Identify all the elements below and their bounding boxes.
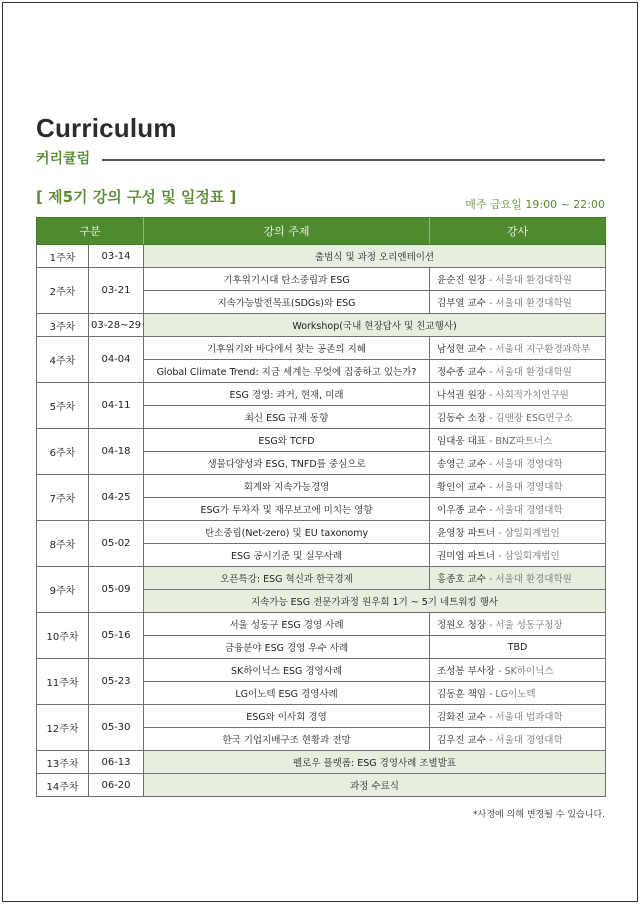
speaker-affiliation: - 서울대 경영대학 [485,482,563,493]
table-header-row [37,218,606,245]
speaker-cell [430,636,606,659]
date-cell: 03-21 [89,268,144,314]
speaker-affiliation: - LG이노텍 [485,689,536,700]
speaker-cell [430,705,606,728]
speaker-cell [430,406,606,429]
date-cell: 05-09 [89,567,144,613]
speaker-name: 이우종 교수 [437,505,486,516]
date-cell: 03-14 [89,245,144,268]
speaker-cell [430,360,606,383]
table-row [37,659,606,682]
speaker-cell [430,383,606,406]
speaker-cell [430,613,606,636]
topic-cell: 지속가능 ESG 전문가과정 원우회 1기 ~ 5기 네트워킹 행사 [144,590,606,613]
page-subtitle: 커리큘럼 [36,151,91,167]
date-cell: 05-30 [89,705,144,751]
week-cell: 2주차 [37,268,89,314]
section-title: [ 제5기 강의 구성 및 일정표 ] [36,188,237,206]
header-speaker: 강사 [430,218,606,245]
table-row [37,613,606,636]
speaker-affiliation: - 서울대 환경대학원 [485,275,572,286]
divider-line [102,159,605,161]
speaker-affiliation: - 삼일회계법인 [495,551,560,562]
speaker-cell [430,452,606,475]
speaker-name: TBD [507,641,528,653]
speaker-affiliation: - 서울대 경영대학 [485,735,563,746]
topic-cell: ESG 공시기준 및 실무사례 [144,544,430,567]
topic-cell: 오픈특강: ESG 혁신과 한국경제 [144,567,430,590]
topic-cell: LG이노텍 ESG 경영사례 [144,682,430,705]
table-row [37,314,606,337]
date-cell: 06-20 [89,774,144,797]
speaker-cell [430,682,606,705]
speaker-cell [430,337,606,360]
topic-cell: 출범식 및 과정 오리엔테이션 [144,245,606,268]
speaker-name: 홍종호 교수 [437,574,486,585]
speaker-name: 임대웅 대표 [437,436,486,447]
speaker-name: 김화진 교수 [437,712,486,723]
speaker-name: 김부열 교수 [437,298,486,309]
speaker-name: 조성봉 부사장 [437,666,496,677]
week-cell: 10주차 [37,613,89,659]
week-cell: 13주차 [37,751,89,774]
topic-cell: 한국 기업지배구조 현황과 전망 [144,728,430,751]
speaker-name: 권미엽 파트너 [437,551,496,562]
speaker-affiliation: - 서울대 법과대학 [485,712,563,723]
table-row [37,521,606,544]
topic-cell: 회계와 지속가능경영 [144,475,430,498]
date-cell: 03-28~29 [89,314,144,337]
week-cell: 11주차 [37,659,89,705]
speaker-name: 윤순진 원장 [437,275,486,286]
topic-cell: ESG와 이사회 경영 [144,705,430,728]
table-row [37,475,606,498]
speaker-affiliation: - 서울 성동구청장 [485,620,563,631]
topic-cell: 서울 성동구 ESG 경영 사례 [144,613,430,636]
speaker-affiliation: - 서울대 환경대학원 [485,367,572,378]
date-cell: 04-18 [89,429,144,475]
speaker-cell [430,544,606,567]
speaker-name: 김우진 교수 [437,735,486,746]
topic-cell: 과정 수료식 [144,774,606,797]
speaker-cell [430,268,606,291]
speaker-name: 정원오 청장 [437,620,486,631]
topic-cell: ESG가 투자자 및 재무보고에 미치는 영향 [144,498,430,521]
speaker-cell [430,291,606,314]
speaker-name: 황인이 교수 [437,482,486,493]
speaker-cell [430,728,606,751]
topic-cell: 기후위기와 바다에서 찾는 공존의 지혜 [144,337,430,360]
speaker-name: 남성현 교수 [437,344,486,355]
speaker-name: 김동훈 책임 [437,689,486,700]
topic-cell: 금융분야 ESG 경영 우수 사례 [144,636,430,659]
date-cell: 04-11 [89,383,144,429]
week-cell: 12주차 [37,705,89,751]
page-title: Curriculum [36,113,177,143]
topic-cell: SK하이닉스 ESG 경영사례 [144,659,430,682]
speaker-affiliation: - 김앤장 ESG연구소 [485,413,573,424]
speaker-name: 김동수 소장 [437,413,486,424]
table-row [37,245,606,268]
week-cell: 4주차 [37,337,89,383]
speaker-cell [430,498,606,521]
topic-cell: 생물다양성과 ESG, TNFD를 중심으로 [144,452,430,475]
speaker-name: 정수종 교수 [437,367,486,378]
speaker-affiliation: - 서울대 환경대학원 [485,298,572,309]
table-body [37,245,606,797]
table-row [37,705,606,728]
speaker-affiliation: - 서울대 경영대학 [485,459,563,470]
week-cell: 3주차 [37,314,89,337]
table-row [37,774,606,797]
table-row [37,337,606,360]
speaker-affiliation: - SK하이닉스 [495,666,554,677]
speaker-cell [430,429,606,452]
table-row [37,268,606,291]
week-cell: 6주차 [37,429,89,475]
speaker-name: 송영근 교수 [437,459,486,470]
speaker-cell [430,475,606,498]
topic-cell: ESG 경영: 과거, 현재, 미래 [144,383,430,406]
speaker-affiliation: - BNZ파트너스 [485,436,553,447]
date-cell: 05-23 [89,659,144,705]
week-cell: 1주차 [37,245,89,268]
speaker-name: 나석권 원장 [437,390,486,401]
topic-cell: 지속가능발전목표(SDGs)와 ESG [144,291,430,314]
table-row [37,751,606,774]
speaker-affiliation: - 서울대 경영대학 [485,505,563,516]
topic-cell: 탄소중립(Net-zero) 및 EU taxonomy [144,521,430,544]
week-cell: 7주차 [37,475,89,521]
table-row [37,429,606,452]
date-cell: 04-25 [89,475,144,521]
curriculum-table [36,217,606,797]
date-cell: 05-16 [89,613,144,659]
speaker-affiliation: - 사회적가치연구원 [485,390,569,401]
topic-cell: Workshop(국내 현장답사 및 친교행사) [144,314,606,337]
speaker-cell [430,521,606,544]
topic-cell: 기후위기시대 탄소중립과 ESG [144,268,430,291]
date-cell: 04-04 [89,337,144,383]
topic-cell: 펠로우 플랫폼: ESG 경영사례 조별발표 [144,751,606,774]
week-cell: 8주차 [37,521,89,567]
speaker-affiliation: - 삼일회계법인 [495,528,560,539]
week-cell: 9주차 [37,567,89,613]
header-topic: 강의 주제 [144,218,430,245]
footer-note: *사정에 의해 변경될 수 있습니다. [473,810,605,820]
week-cell: 5주차 [37,383,89,429]
date-cell: 06-13 [89,751,144,774]
speaker-cell [430,659,606,682]
topic-cell: Global Climate Trend: 지금 세계는 무엇에 집중하고 있는가? [144,360,430,383]
speaker-cell [430,567,606,590]
speaker-affiliation: - 서울대 지구환경과학부 [485,344,591,355]
week-cell: 14주차 [37,774,89,797]
table-row [37,567,606,590]
topic-cell: ESG와 TCFD [144,429,430,452]
speaker-affiliation: - 서울대 환경대학원 [485,574,572,585]
speaker-name: 윤영창 파트너 [437,528,496,539]
topic-cell: 최신 ESG 규제 동향 [144,406,430,429]
table-row [37,383,606,406]
schedule-time: 매주 금요일 19:00 ~ 22:00 [465,198,605,211]
date-cell: 05-02 [89,521,144,567]
header-category: 구분 [37,218,144,245]
